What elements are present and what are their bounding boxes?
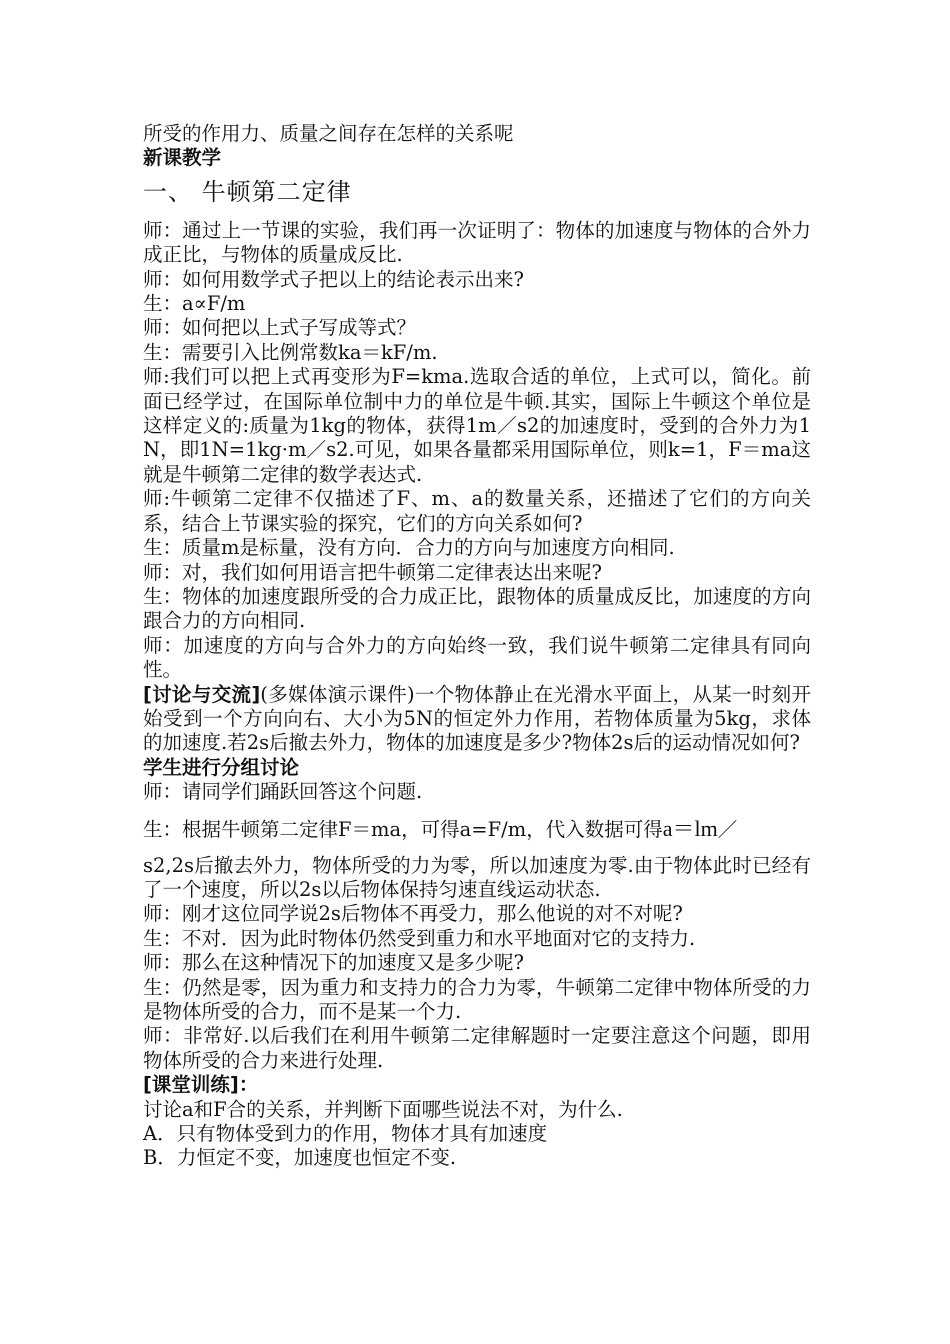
paragraph: 生：a∝F/m <box>143 292 246 316</box>
option-b: B．力恒定不变，加速度也恒定不变. <box>143 1146 457 1170</box>
paragraph: 师：加速度的方向与合外力的方向始终一致，我们说牛顿第二定律具有同向性。 <box>143 633 811 682</box>
intro-line: 所受的作用力、质量之间存在怎样的关系呢 <box>143 122 514 145</box>
classroom-training-label: [课堂训练]： <box>143 1073 259 1097</box>
option-a: A．只有物体受到力的作用，物体才具有加速度 <box>143 1122 548 1146</box>
paragraph: 师：那么在这种情况下的加速度又是多少呢? <box>143 951 524 975</box>
paragraph: 讨论a和F合的关系，并判断下面哪些说法不对，为什么. <box>143 1097 623 1121</box>
answer-unit-slash: ／ <box>717 817 738 841</box>
paragraph: 生：不对．因为此时物体仍然受到重力和水平地面对它的支持力. <box>143 926 696 950</box>
section-label: 新课教学 <box>143 146 222 170</box>
paragraph: s2,2s后撤去外力，物体所受的力为零，所以加速度为零.由于物体此时已经有了一个速度，所以2s以后物体保持匀速直线运动状态. <box>143 853 811 901</box>
paragraph: 师：如何用数学式子把以上的结论表示出来? <box>143 267 524 291</box>
answer-formula: a＝lm <box>662 815 718 841</box>
paragraph: 生：仍然是零，因为重力和支持力的合力为零，牛顿第二定律中物体所受的力是物体所受的合力，而不是某一个力. <box>143 975 811 1023</box>
paragraph: 生：质量m是标量，没有方向．合力的方向与加速度方向相同. <box>143 536 675 560</box>
paragraph: 生：需要引入比例常数ka＝kF/m. <box>143 340 438 364</box>
discussion-label: [讨论与交流] <box>143 682 261 706</box>
section-heading: 一、 牛顿第二定律 <box>143 177 352 206</box>
paragraph: 师：通过上一节课的实验，我们再一次证明了：物体的加速度与物体的合外力成正比，与物体的质量成反比. <box>143 218 811 267</box>
paragraph: 师：非常好.以后我们在利用牛顿第二定律解题时一定要注意这个问题，即用物体所受的合力来进行处理. <box>143 1024 811 1072</box>
discussion-paragraph <box>143 683 811 756</box>
paragraph: 生：物体的加速度跟所受的合力成正比，跟物体的质量成反比，加速度的方向跟合力的方向相同. <box>143 584 811 633</box>
answer-paragraph <box>143 814 811 845</box>
paragraph: 师：刚才这位同学说2s后物体不再受力，那么他说的对不对呢? <box>143 902 683 926</box>
answer-text: 生：根据牛顿第二定律F＝ma，可得a=F/m，代入数据可得 <box>143 817 663 841</box>
paragraph: 师:我们可以把上式再变形为F=kma.选取合适的单位，上式可以，简化。前面已经学过，在国际单位制中力的单位是牛顿.其实，国际上牛顿这个单位是这样定义的:质量为1kg的物体，获得1m／s2的加速度时，受到的合外力为1N，即1N=1kg·m／s2.可见，如果各量都采用国际单位，则k=1，F＝ma这就是牛顿第二定律的数学表达式. <box>143 365 811 486</box>
paragraph: 师：请同学们踊跃回答这个问题. <box>143 780 423 804</box>
discussion-text: (多媒体演示课件)一个物体静止在光滑水平面上，从某一时刻开始受到一个方向向右、大小为5N的恒定外力作用，若物体质量为5kg，求体的加速度.若2s后撤去外力，物体的加速度是多少?物体2s后的运动情况如何? <box>143 682 812 755</box>
document-body <box>143 122 811 1171</box>
paragraph: 师:牛顿第二定律不仅描述了F、m、a的数量关系，还描述了它们的方向关系，结合上节课实验的探究，它们的方向关系如何? <box>143 487 811 535</box>
group-discussion-label: 学生进行分组讨论 <box>143 755 300 779</box>
paragraph: 师：如何把以上式子写成等式？ <box>143 316 417 340</box>
paragraph: 师：对，我们如何用语言把牛顿第二定律表达出来呢? <box>143 560 602 584</box>
